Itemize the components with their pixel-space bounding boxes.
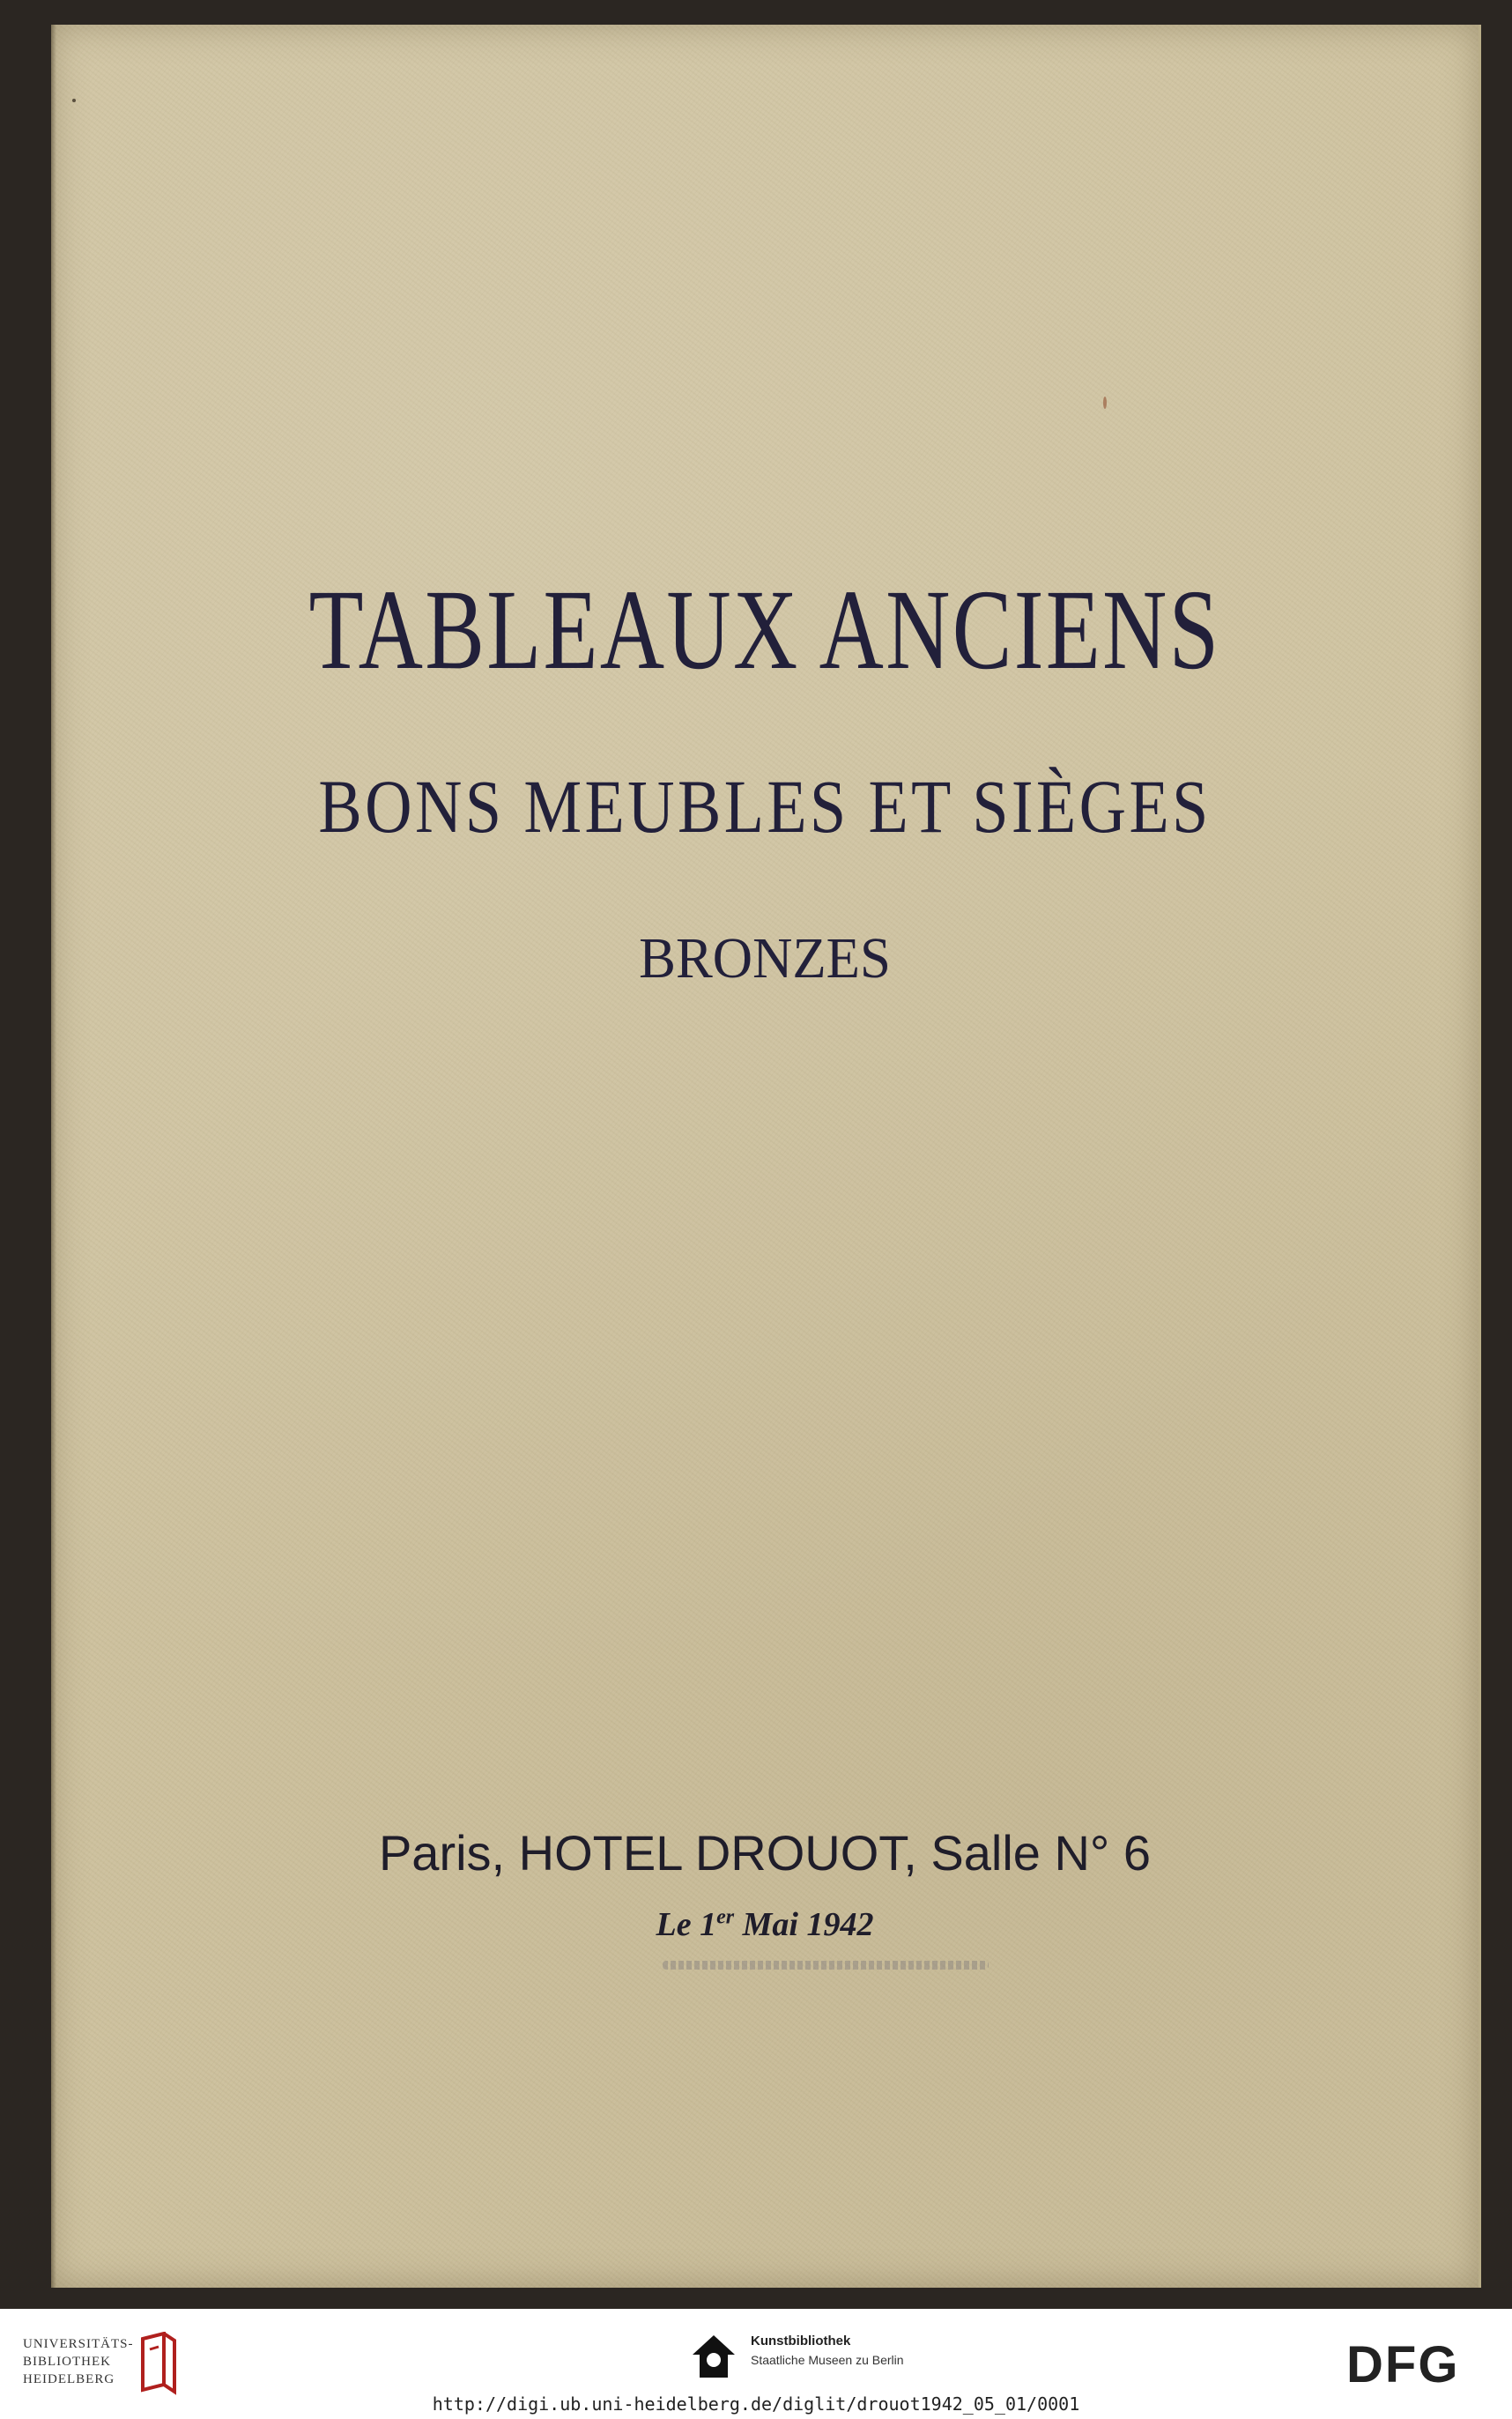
paper-speck xyxy=(1103,397,1107,409)
heidelberg-library-icon xyxy=(137,2332,180,2395)
sale-date-suffix: Mai 1942 xyxy=(734,1906,874,1943)
sale-date-ordinal: er xyxy=(716,1905,735,1929)
pencil-underline-mark xyxy=(663,1961,989,1970)
dfg-logo: DFG xyxy=(1346,2336,1460,2393)
kunstbibliothek-title: Kunstbibliothek xyxy=(751,2334,851,2349)
catalogue-cover xyxy=(51,25,1481,2288)
paper-speck xyxy=(72,99,76,102)
logo-line: UNIVERSITÄTS- xyxy=(23,2337,134,2351)
logo-line: HEIDELBERG xyxy=(23,2372,115,2386)
logo-line: BIBLIOTHEK xyxy=(23,2355,111,2369)
page-permalink[interactable]: http://digi.ub.uni-heidelberg.de/diglit/drouot1942_05_01/0001 xyxy=(432,2393,1080,2415)
sale-date-prefix: Le 1 xyxy=(656,1906,717,1943)
university-library-logo-text xyxy=(23,2335,134,2388)
cover-title: TABLEAUX ANCIENS xyxy=(308,567,1221,694)
cover-section-title: BRONZES xyxy=(639,926,891,991)
kunstbibliothek-subtitle: Staatliche Museen zu Berlin xyxy=(751,2353,904,2367)
cover-spine-edge xyxy=(51,25,56,2288)
sale-date xyxy=(51,1905,1479,1944)
sale-venue: Paris, HOTEL DROUOT, Salle N° 6 xyxy=(378,1825,1152,1881)
kunstbibliothek-eagle-icon xyxy=(689,2332,738,2381)
cover-subtitle: BONS MEUBLES ET SIÈGES xyxy=(318,764,1212,849)
